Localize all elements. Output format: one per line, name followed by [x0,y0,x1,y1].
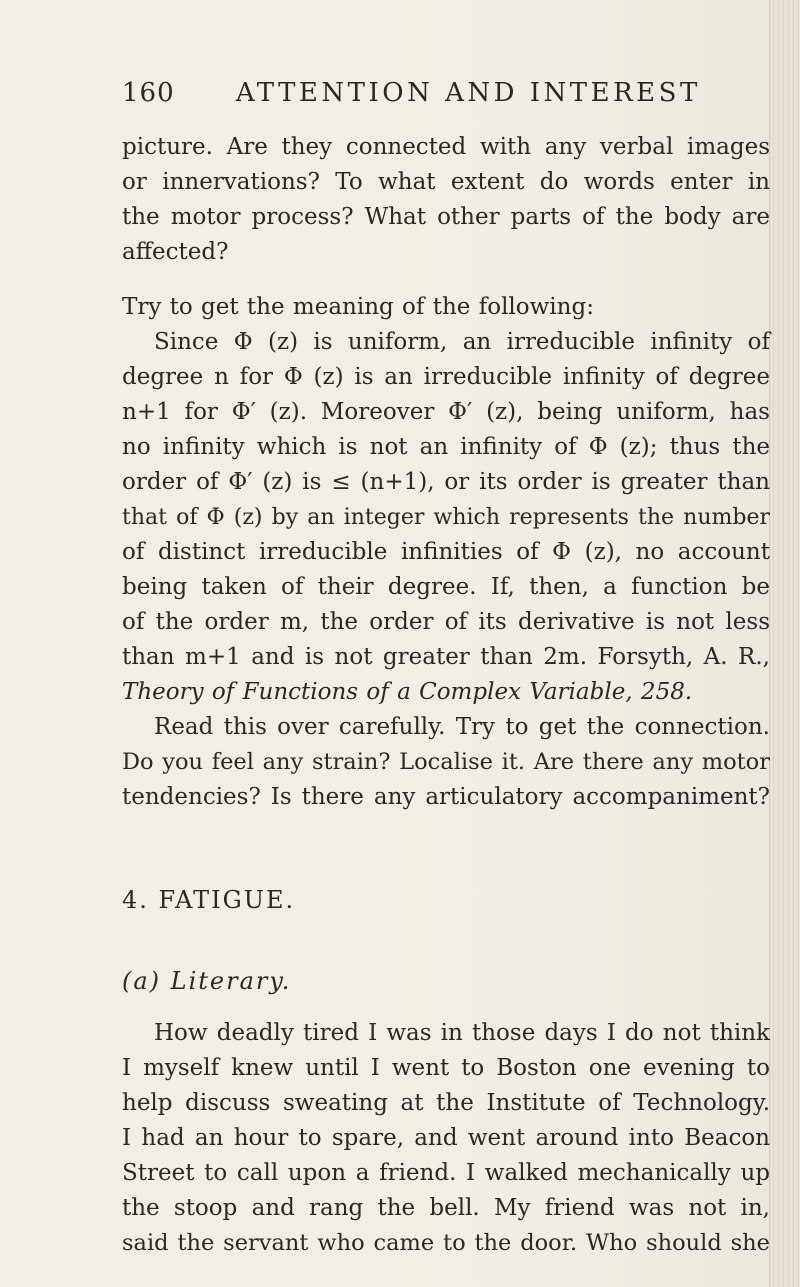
text-line: the motor process? What other parts of the body are [122,204,770,230]
text-line: affected? [122,239,229,265]
text-line: order of Φ′ (z) is ≤ (n+1), or its order is greater than [122,469,770,495]
text-line: picture. Are they connected with any verbal images [122,134,770,160]
text-line: of the order m, the order of its derivative is not less [122,609,770,635]
text-line: Do you feel any strain? Localise it. Are there any motor [122,749,770,775]
paragraph-questions [122,130,770,270]
text-line: of distinct irreducible infinities of Φ (z), no account [122,539,770,565]
text-line: said the servant who came to the door. Who should she [122,1230,770,1256]
paragraph-exercise [122,290,770,815]
running-header [122,78,701,118]
text-line: degree n for Φ (z) is an irreducible infinity of degree [122,364,770,390]
text-line: Read this over carefully. Try to get the connection. [154,714,770,740]
text-line: tendencies? Is there any articulatory accompaniment? [122,784,770,810]
text-line: that of Φ (z) by an integer which represents the number [122,505,770,530]
citation-line: Theory of Functions of a Complex Variable, 258. [122,679,693,705]
paragraph-fatigue [122,1016,770,1261]
section-heading: 4. FATIGUE. [122,886,296,914]
text-line: I had an hour to spare, and went around into Beacon [122,1125,770,1151]
text-line: or innervations? To what extent do words enter in [122,169,770,195]
text-line: being taken of their degree. If, then, a function be [122,574,770,600]
running-title: ATTENTION AND INTEREST [235,78,701,108]
page-number: 160 [122,78,175,108]
text-line: How deadly tired I was in those days I do not think [154,1020,770,1046]
subsection-heading: (a) Literary. [122,967,292,995]
page-edge [769,0,800,1287]
text-line: the stoop and rang the bell. My friend was not in, [122,1195,770,1221]
text-line: n+1 for Φ′ (z). Moreover Φ′ (z), being uniform, has [122,399,770,425]
text-line: Street to call upon a friend. I walked mechanically up [122,1160,770,1186]
text-line: no infinity which is not an infinity of Φ (z); thus the [122,434,770,460]
text-line: Since Φ (z) is uniform, an irreducible infinity of [154,329,770,355]
text-line: I myself knew until I went to Boston one evening to [122,1055,770,1081]
text-line: Try to get the meaning of the following: [122,294,594,320]
text-line: help discuss sweating at the Institute of Technology. [122,1090,770,1116]
text-line: than m+1 and is not greater than 2m. Forsyth, A. R., [122,644,770,670]
